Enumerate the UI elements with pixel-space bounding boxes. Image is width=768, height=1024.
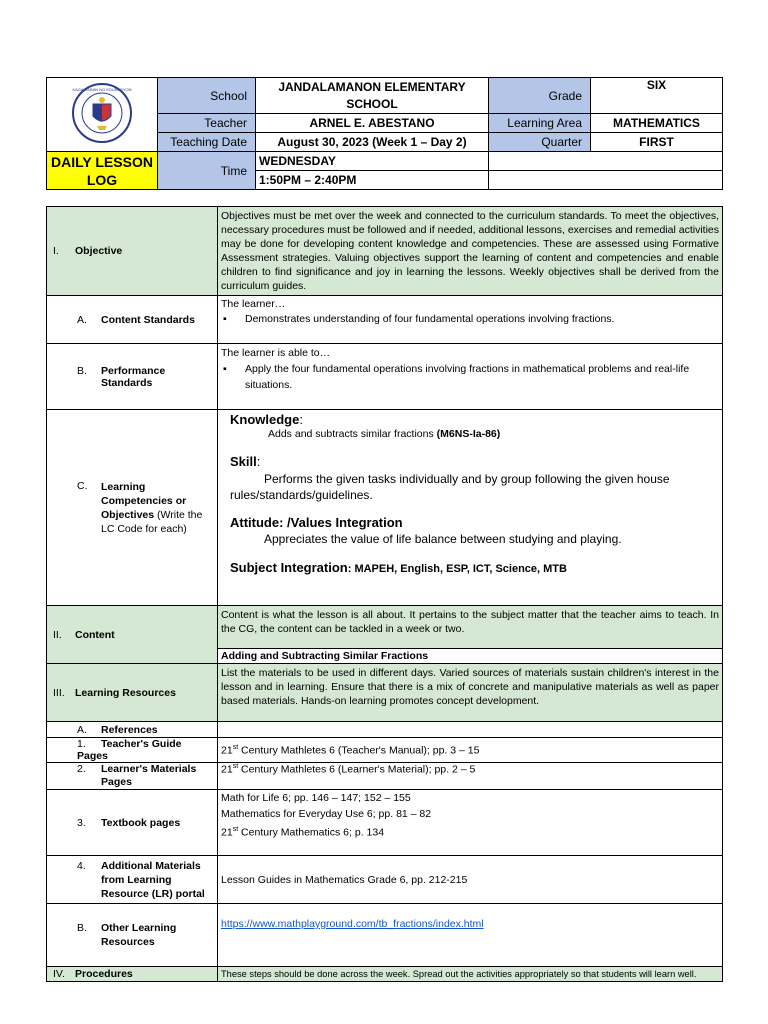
other-resources-label-cell: B. Other Learning Resources: [47, 904, 218, 967]
additional-materials-value: Lesson Guides in Mathematics Grade 6, pp. 212-215: [218, 856, 723, 904]
references-label: References: [101, 723, 158, 736]
procedures-label-cell: IV. Procedures: [47, 967, 218, 982]
resources-label-cell: III. Learning Resources: [47, 664, 218, 722]
lm-pages-value: 21st Century Mathletes 6 (Learner's Material); pp. 2 – 5: [218, 763, 723, 790]
teaching-date-label: Teaching Date: [158, 133, 256, 152]
content-topic: Adding and Subtracting Similar Fractions: [218, 649, 723, 664]
mathplayground-link[interactable]: https://www.mathplayground.com/tb_fractions/index.html: [221, 918, 484, 930]
learning-area-label: Learning Area: [489, 114, 591, 133]
references-label-cell: A. References: [47, 722, 218, 738]
list-item: ▪ Demonstrates understanding of four fundamental operations involving fractions.: [223, 313, 615, 325]
empty-cell-2: [489, 171, 723, 190]
textbook-value: Math for Life 6; pp. 146 – 147; 152 – 155 Mathematics for Everyday Use 6; pp. 81 – 82 21st Century Mathematics 6; p. 134: [218, 790, 723, 856]
skill-block: Skill: Performs the given tasks individually and by group following the given house rules/standards/guidelines.: [230, 454, 670, 502]
quarter-value: FIRST: [591, 133, 723, 152]
header-table: [46, 77, 723, 190]
objective-desc: Objectives must be met over the week and connected to the curriculum standards. To meet the objectives, necessary procedures must be followed and if needed, additional lessons, exercises and remedial activities may be done for developing content knowledge and competencies. These are assessed using Formative Assessment strategies. Valuing objectives support the learning of content and competencies and enable children to find significance and joy in learning the lessons. Weekly objectives shall be derived from the curriculum guides.: [218, 207, 723, 296]
learning-area-value: MATHEMATICS: [591, 114, 723, 133]
performance-standards-label: Performance Standards: [101, 364, 166, 389]
objective-label-cell: [47, 207, 218, 296]
bullet-icon: ▪: [223, 363, 227, 375]
school-label: School: [158, 78, 256, 114]
procedures-desc: These steps should be done across the week. Spread out the activities appropriately so that students will learn well.: [218, 967, 723, 982]
school-value: JANDALAMANON ELEMENTARY SCHOOL: [256, 78, 489, 114]
svg-text:KAGAWARAN NG EDUKASYON: KAGAWARAN NG EDUKASYON: [72, 87, 132, 92]
content-label: Content: [75, 628, 115, 641]
competencies-cell: [218, 410, 723, 606]
deped-seal-icon: [71, 82, 133, 144]
lm-pages-label: Learner's Materials Pages: [101, 763, 197, 788]
teacher-label: Teacher: [158, 114, 256, 133]
tg-pages-label-cell: 1. Teacher's Guide Pages: [47, 738, 218, 763]
objective-label: Objective: [75, 245, 123, 257]
objective-num: I.: [53, 245, 59, 257]
competencies-label-cell: C. Learning Competencies or Objectives (Write the LC Code for each): [47, 410, 218, 606]
content-standards-label-cell: A. Content Standards: [47, 296, 218, 344]
textbook-label: Textbook pages: [101, 816, 181, 829]
time-value: 1:50PM – 2:40PM: [256, 171, 489, 190]
subject-integration-block: Subject Integration: MAPEH, English, ESP, ICT, Science, MTB: [230, 560, 567, 575]
grade-label: Grade: [489, 78, 591, 114]
content-standards-cell: The learner… ▪ Demonstrates understanding of four fundamental operations involving fractions.: [218, 296, 723, 344]
performance-standards-label-cell: B. Performance Standards: [47, 344, 218, 410]
other-resources-label: Other Learning Resources: [101, 922, 177, 948]
tg-pages-label: Teacher's Guide Pages: [77, 738, 182, 762]
content-label-cell: II. Content: [47, 606, 218, 664]
list-item: ▪ Apply the four fundamental operations involving fractions in mathematical problems and real-life situations.: [223, 363, 690, 391]
references-empty: [218, 722, 723, 738]
additional-materials-label: Additional Materials from Learning Resource (LR) portal: [101, 859, 205, 900]
procedures-label: Procedures: [75, 968, 133, 980]
day-value: WEDNESDAY: [256, 152, 489, 171]
other-resources-cell: [218, 904, 723, 967]
teacher-value: ARNEL E. ABESTANO: [256, 114, 489, 133]
teaching-date-value: August 30, 2023 (Week 1 – Day 2): [256, 133, 489, 152]
empty-cell-1: [489, 152, 723, 171]
deped-seal-cell: [47, 78, 158, 152]
competencies-label: Learning Competencies or Objectives (Write the LC Code for each): [101, 480, 203, 535]
performance-standards-cell: The learner is able to… ▪ Apply the four fundamental operations involving fractions in mathematical problems and real-life situations.: [218, 344, 723, 410]
resources-desc: List the materials to be used in different days. Varied sources of materials sustain children's interest in the lesson and in learning. Ensure that there is a mix of concrete and manipulative materials as well as paper based materials. Hands-on learning promotes concept development.: [218, 664, 723, 722]
additional-materials-label-cell: 4. Additional Materials from Learning Resource (LR) portal: [47, 856, 218, 904]
time-label: Time: [158, 152, 256, 190]
grade-value: SIX: [591, 78, 723, 114]
content-standards-label: Content Standards: [101, 313, 195, 326]
daily-lesson-log-title: DAILY LESSON LOG: [47, 152, 158, 190]
quarter-label: Quarter: [489, 133, 591, 152]
tg-pages-value: 21st Century Mathletes 6 (Teacher's Manual); pp. 3 – 15: [218, 738, 723, 763]
bullet-icon: ▪: [223, 313, 227, 325]
textbook-label-cell: 3. Textbook pages: [47, 790, 218, 856]
lm-pages-label-cell: 2. Learner's Materials Pages: [47, 763, 218, 790]
attitude-block: Attitude: /Values Integration Appreciates the value of life balance between studying and playing.: [230, 515, 622, 546]
lesson-table: [46, 206, 723, 982]
content-desc: Content is what the lesson is all about. It pertains to the subject matter that the teacher aims to teach. In the CG, the content can be tackled in a week or two.: [218, 606, 723, 649]
knowledge-block: Knowledge: Adds and subtracts similar fractions (M6NS-Ia-86): [230, 412, 501, 440]
resources-label: Learning Resources: [75, 686, 176, 699]
